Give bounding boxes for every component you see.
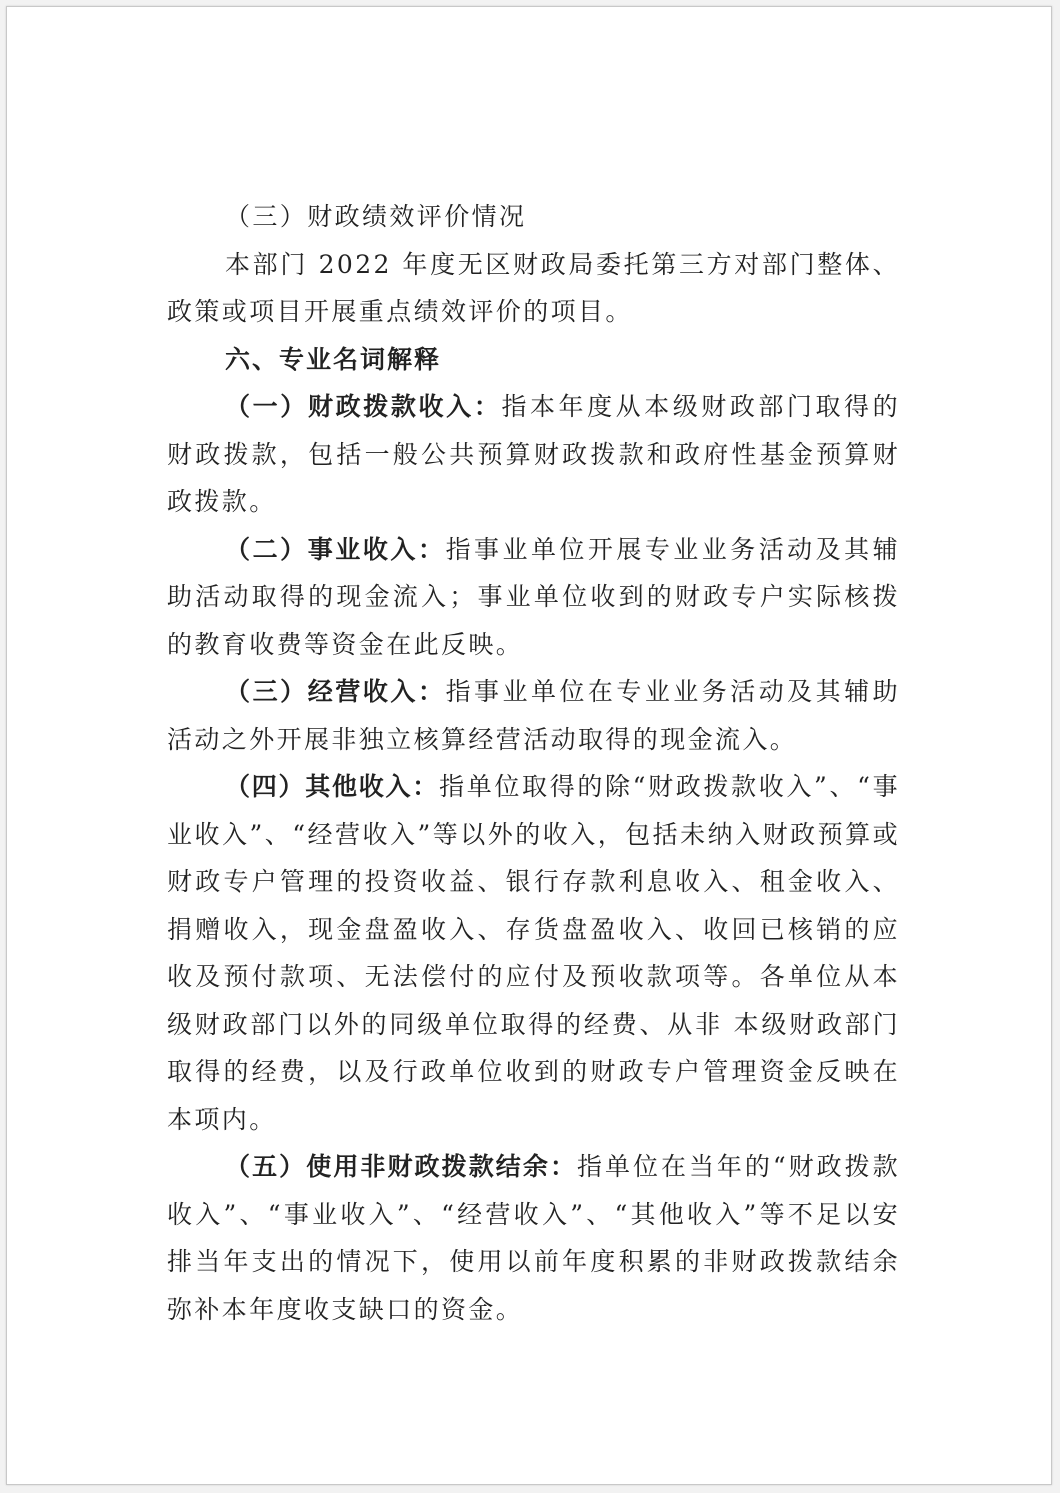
glossary-item-non-fiscal-balance (167, 1143, 900, 1333)
performance-evaluation-paragraph: 本部门 2022 年度无区财政局委托第三方对部门整体、政策或项目开展重点绩效评价的项目。 (167, 249, 900, 326)
glossary-item-other-income (167, 763, 900, 1143)
glossary-definition: 指单位在当年的“财政拨款收入”、“事业收入”、“经营收入”、“其他收入”等不足以安排当年支出的情况下，使用以前年度积累的非财政拨款结余弥补本年度收支缺口的资金。 (167, 1152, 900, 1324)
glossary-item-business-income (167, 526, 900, 669)
glossary-term: （二）事业收入： (225, 534, 446, 564)
glossary-term: （一）财政拨款收入： (225, 392, 502, 421)
glossary-term: （五）使用非财政拨款结余： (225, 1152, 578, 1181)
glossary-definition: 指事业单位在专业业务活动及其辅助活动之外开展非独立核算经营活动取得的现金流入。 (167, 677, 900, 754)
document-page (6, 6, 1052, 1485)
glossary-item-operating-income (167, 668, 900, 763)
glossary-term: （四）其他收入： (225, 772, 440, 801)
section-heading-glossary: 六、专业名词解释 (225, 344, 442, 374)
section-heading-performance-evaluation: （三）财政绩效评价情况 (225, 202, 527, 231)
glossary-item-fiscal-appropriation (167, 383, 900, 526)
glossary-definition: 指事业单位开展专业业务活动及其辅助活动取得的现金流入；事业单位收到的财政专户实际核拨的教育收费等资金在此反映。 (167, 534, 900, 659)
glossary-definition: 指单位取得的除“财政拨款收入”、“事业收入”、“经营收入”等以外的收入，包括未纳入财政预算或财政专户管理的投资收益、银行存款利息收入、租金收入、捐赠收入，现金盘盈收入、存货盘盈收入、收回已核销的应收及预付款项、无法偿付的应付及预收款项等。各单位从本级财政部门以外的同级单位取得的经费、从非 本级财政部门取得的经费，以及行政单位收到的财政专户管理资金反映在本项内。 (167, 772, 900, 1134)
glossary-term: （三）经营收入： (225, 677, 446, 706)
document-body (167, 193, 900, 1333)
glossary-definition: 指本年度从本级财政部门取得的财政拨款，包括一般公共预算财政拨款和政府性基金预算财政拨款。 (167, 392, 900, 516)
